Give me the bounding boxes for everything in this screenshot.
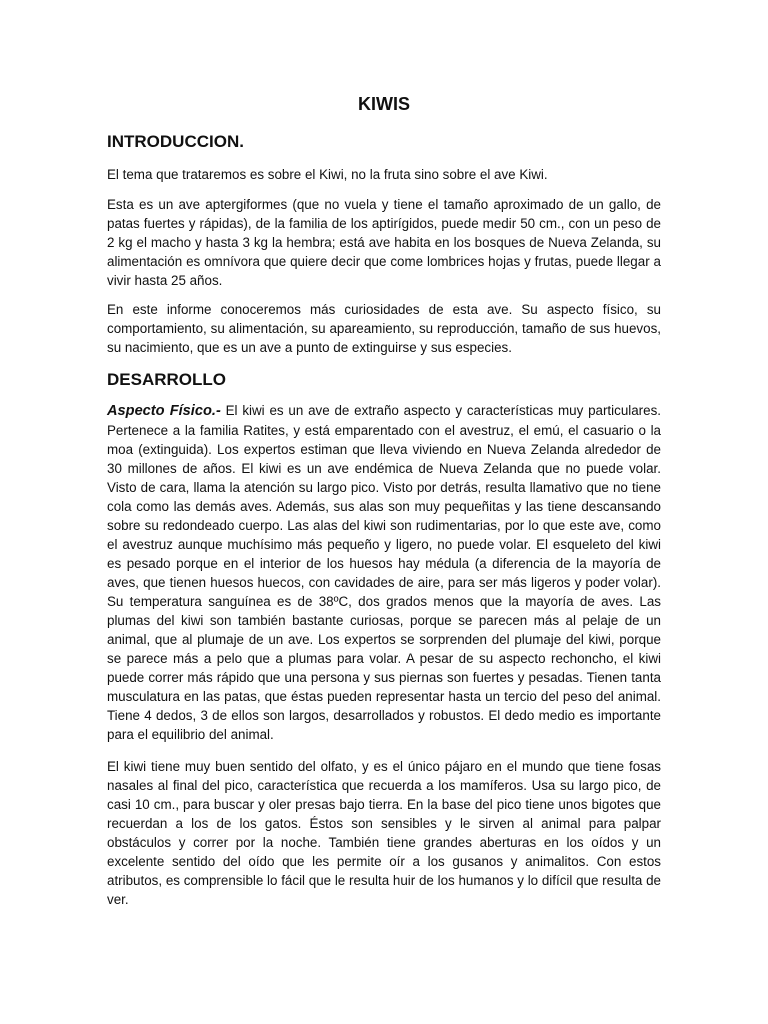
desarrollo-heading: DESARROLLO: [107, 370, 226, 389]
aspecto-fisico-paragraph: [107, 401, 661, 744]
document-title: KIWIS: [358, 94, 410, 114]
aspecto-fisico-lead: Aspecto Físico.-: [107, 403, 221, 419]
intro-paragraph-1: El tema que trataremos es sobre el Kiwi, no la fruta sino sobre el ave Kiwi.: [107, 167, 548, 182]
aspecto-fisico-text: El kiwi es un ave de extraño aspecto y características muy particulares. Pertenece a la familia Ratites, y está emparentado con el avestruz, el emú, el casuario o la moa (extinguida). Los expertos estiman que lleva viviendo en Nueva Zelanda alrededor de 30 millones de años. El kiwi es un ave endémica de Nueva Zelanda que no puede volar. Visto de cara, llama la atención su largo pico. Visto por detrás, resulta llamativo que no tiene cola como las demás aves. Además, sus alas son muy pequeñitas y las tiene descansando sobre su redondeado cuerpo. Las alas del kiwi son rudimentarias, por lo que este ave, como el avestruz aunque muchísimo más pequeño y ligero, no puede volar. El esqueleto del kiwi es pesado porque en el interior de los huesos hay médula (a diferencia de la mayoría de aves, que tienen huesos huecos, con cavidades de aire, para ser más ligeros y poder volar). Su temperatura sanguínea es de 38ºC, dos grados menos que la mayoría de aves. Las plumas del kiwi son también bastante curiosas, porque se parecen más al pelaje de un animal, que al plumaje de un ave. Los expertos se sorprenden del plumaje del kiwi, porque se parece más a pelo que a plumas para volar. A pesar de su aspecto rechoncho, el kiwi puede correr más rápido que una persona y sus piernas son fuertes y pesadas. Tienen tanta musculatura en las patas, que éstas pueden representar hasta un tercio del peso del animal. Tiene 4 dedos, 3 de ellos son largos, desarrollados y robustos. El dedo medio es importante para el equilibrio del animal.: [107, 403, 662, 742]
intro-paragraph-2: Esta es un ave aptergiformes (que no vuela y tiene el tamaño aproximado de un gallo, de patas fuertes y rápidas), de la familia de los aptirígidos, puede medir 50 cm., con un peso de 2 kg el macho y hasta 3 kg la hembra; está ave habita en los bosques de Nueva Zelanda, su alimentación es omnívora que quiere decir que come lombrices hojas y frutas, puede llegar a vivir hasta 25 años.: [107, 197, 661, 288]
intro-paragraph-3: En este informe conoceremos más curiosidades de esta ave. Su aspecto físico, su comportamiento, su alimentación, su apareamiento, su reproducción, tamaño de sus huevos, su nacimiento, que es un ave a punto de extinguirse y sus especies.: [107, 302, 661, 355]
introduction-heading: INTRODUCCION.: [107, 132, 244, 151]
olfato-paragraph: El kiwi tiene muy buen sentido del olfato, y es el único pájaro en el mundo que tiene fosas nasales al final del pico, característica que recuerda a los mamíferos. Usa su largo pico, de casi 10 cm., para buscar y oler presas bajo tierra. En la base del pico tiene unos bigotes que recuerdan a los de los gatos. Éstos son sensibles y le sirven al animal para palpar obstáculos y correr por la noche. También tiene grandes aberturas en los oídos y un excelente sentido del oído que les permite oír a los gusanos y animalitos. Con estos atributos, es comprensible lo fácil que le resulta huir de los humanos y lo difícil que resulta de ver.: [107, 759, 661, 907]
